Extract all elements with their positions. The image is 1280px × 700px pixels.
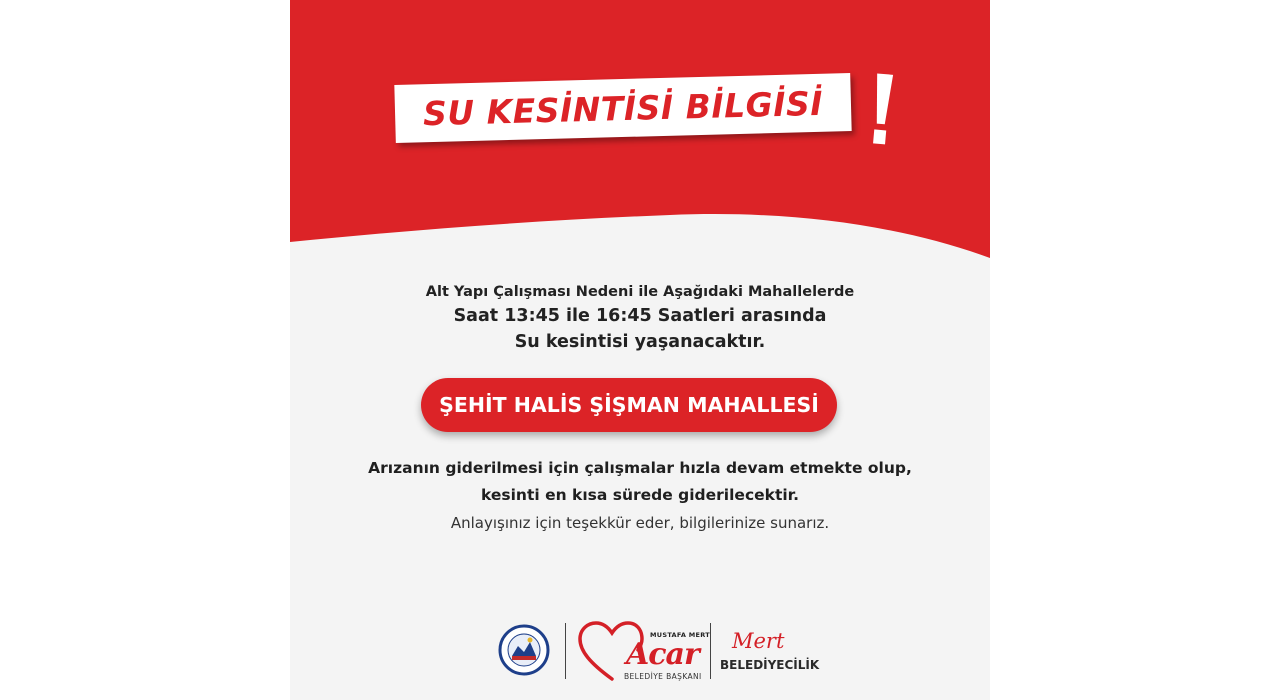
slogan-word: BELEDİYECİLİK [720,658,820,672]
water-outage-poster [290,0,990,700]
outro-line-2: kesinti en kısa sürede giderilecektir. [480,486,799,504]
slogan-script: Mert [732,629,785,653]
intro-line-3: Su kesintisi yaşanacaktır. [514,332,766,352]
intro-text [290,281,990,355]
neighborhood-name: ŞEHİT HALİS ŞİŞMAN MAHALLESİ [439,393,819,417]
page-title: SU KESİNTİSİ BİLGİSİ [422,83,824,133]
footer-logos [290,615,990,690]
title-banner [394,73,851,143]
outro-text [290,455,990,537]
neighborhood-badge [421,378,837,432]
intro-line-1: Alt Yapı Çalışması Nedeni ile Aşağıdaki Mahallelerde [425,284,855,300]
footer-divider [710,623,711,679]
mayor-title: BELEDİYE BAŞKANI [624,672,702,681]
outro-line-1: Arızanın giderilmesi için çalışmalar hızla devam etmekte olup, [368,459,912,477]
mayor-last-name: Acar [626,637,699,672]
intro-line-2: Saat 13:45 ile 16:45 Saatleri arasında [453,306,827,326]
footer-divider [565,623,566,679]
outro-line-3: Anlayışınız için teşekkür eder, bilgilerinize sunarız. [450,514,830,532]
mayor-first-name: MUSTAFA MERT [650,631,711,639]
municipality-seal-icon [498,624,550,676]
